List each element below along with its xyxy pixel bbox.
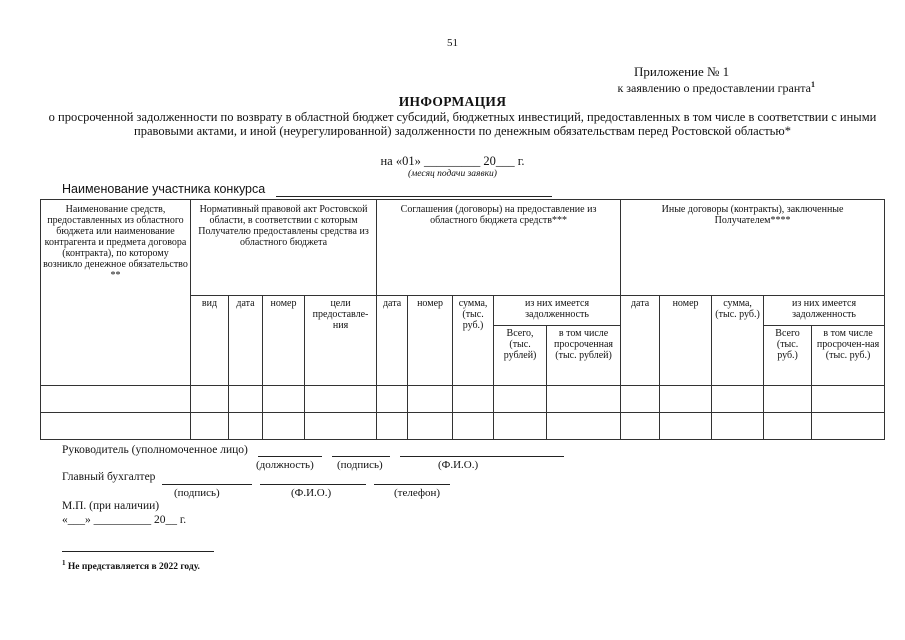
table-cell[interactable] — [377, 386, 408, 413]
table-cell[interactable] — [263, 413, 305, 440]
header-con-debt: из них имеется задолженность — [764, 296, 885, 326]
header-con-sum: сумма, (тыс. руб.) — [712, 296, 764, 386]
footnote-text: Не представляется в 2022 году. — [67, 562, 200, 572]
header-legal-act: Нормативный правовой акт Ростовской области, в соответствии с которым Получателю предоставлены средства из областного бюджета — [191, 200, 377, 296]
header-fund-name: Наименование средств, предоставленных из областного бюджета или наименование контрагента и предмета договора (контракта), по которому возникло денежное обязательство ** — [41, 200, 191, 386]
participant-label: Наименование участника конкурса — [62, 182, 266, 196]
table-cell[interactable] — [229, 413, 263, 440]
header-con-date: дата — [621, 296, 660, 386]
page-number: 51 — [447, 37, 458, 49]
table-cell[interactable] — [547, 386, 621, 413]
participant-name-field[interactable] — [276, 196, 552, 197]
head-label: Руководитель (уполномоченное лицо) — [62, 444, 248, 456]
header-agr-debt: из них имеется задолженность — [494, 296, 621, 326]
table-cell[interactable] — [191, 386, 229, 413]
table-cell[interactable] — [547, 413, 621, 440]
table-cell[interactable] — [812, 413, 885, 440]
accountant-signature-caption: (подпись) — [174, 487, 220, 499]
header-agr-debt-total: Всего, (тыс. рублей) — [494, 326, 547, 386]
accountant-name-field[interactable] — [260, 484, 366, 485]
head-position-caption: (должность) — [256, 459, 314, 471]
table-cell[interactable] — [408, 386, 453, 413]
table-cell[interactable] — [621, 386, 660, 413]
table-row — [41, 386, 885, 413]
table-cell[interactable] — [453, 413, 494, 440]
table-cell[interactable] — [660, 386, 712, 413]
appendix-title: Приложение № 1 — [634, 64, 730, 79]
table-cell[interactable] — [41, 386, 191, 413]
header-con-debt-total: Всего (тыс. руб.) — [764, 326, 812, 386]
header-agr-date: дата — [377, 296, 408, 386]
head-name-field[interactable] — [400, 456, 564, 457]
head-signature-field[interactable] — [332, 456, 390, 457]
header-act-type: вид — [191, 296, 229, 386]
table-cell[interactable] — [305, 386, 377, 413]
header-agreements: Соглашения (договоры) на предоставление из областного бюджета средств*** — [377, 200, 621, 296]
table-cell[interactable] — [712, 386, 764, 413]
table-cell[interactable] — [764, 386, 812, 413]
table-cell[interactable] — [453, 386, 494, 413]
date-hint: (месяц подачи заявки) — [408, 169, 497, 179]
footnote — [62, 559, 200, 572]
footnote-ref: 1 — [811, 80, 815, 89]
signature-date: «___» __________ 20__ г. — [62, 514, 187, 526]
header-contracts: Иные договоры (контракты), заключенные Получателем**** — [621, 200, 885, 296]
document-heading: ИНФОРМАЦИЯ — [398, 94, 507, 109]
head-signature-caption: (подпись) — [337, 459, 383, 471]
table-cell[interactable] — [305, 413, 377, 440]
header-agr-number: номер — [408, 296, 453, 386]
table-cell[interactable] — [191, 413, 229, 440]
accountant-name-caption: (Ф.И.О.) — [291, 487, 332, 499]
accountant-phone-caption: (телефон) — [394, 487, 441, 499]
stamp-label: М.П. (при наличии) — [62, 500, 160, 512]
table-cell[interactable] — [712, 413, 764, 440]
document-description: о просроченной задолженности по возврату в областной бюджет субсидий, бюджетных инвестиций, предоставленных в том числе в соответствии с иными правовыми актами, и иной (неурегулированной) задолженности по денежным обязательствам перед Ростовской областью* — [48, 110, 877, 138]
table-cell[interactable] — [660, 413, 712, 440]
accountant-phone-field[interactable] — [374, 484, 450, 485]
head-name-caption: (Ф.И.О.) — [438, 459, 479, 471]
header-agr-debt-overdue: в том числе просроченная (тыс. рублей) — [547, 326, 621, 386]
header-con-number: номер — [660, 296, 712, 386]
table-cell[interactable] — [41, 413, 191, 440]
table-cell[interactable] — [812, 386, 885, 413]
table-cell[interactable] — [229, 386, 263, 413]
date-line: на «01» _________ 20___ г. — [380, 154, 525, 168]
table-cell[interactable] — [494, 413, 547, 440]
table-cell[interactable] — [494, 386, 547, 413]
table-cell[interactable] — [377, 413, 408, 440]
header-act-number: номер — [263, 296, 305, 386]
header-agr-sum: сумма, (тыс. руб.) — [453, 296, 494, 386]
table-cell[interactable] — [408, 413, 453, 440]
head-position-field[interactable] — [258, 456, 322, 457]
info-table — [40, 199, 885, 440]
appendix-subtitle-text: к заявлению о предоставлении гранта — [617, 81, 811, 95]
header-act-purpose: цели предоставле-ния — [305, 296, 377, 386]
table-cell[interactable] — [621, 413, 660, 440]
footnote-divider — [62, 551, 214, 552]
header-con-debt-overdue: в том числе просрочен-ная (тыс. руб.) — [812, 326, 885, 386]
accountant-signature-field[interactable] — [162, 484, 252, 485]
table-cell[interactable] — [263, 386, 305, 413]
header-act-date: дата — [229, 296, 263, 386]
accountant-label: Главный бухгалтер — [62, 471, 156, 483]
table-cell[interactable] — [764, 413, 812, 440]
footnote-number: 1 — [62, 559, 66, 567]
table-row — [41, 413, 885, 440]
